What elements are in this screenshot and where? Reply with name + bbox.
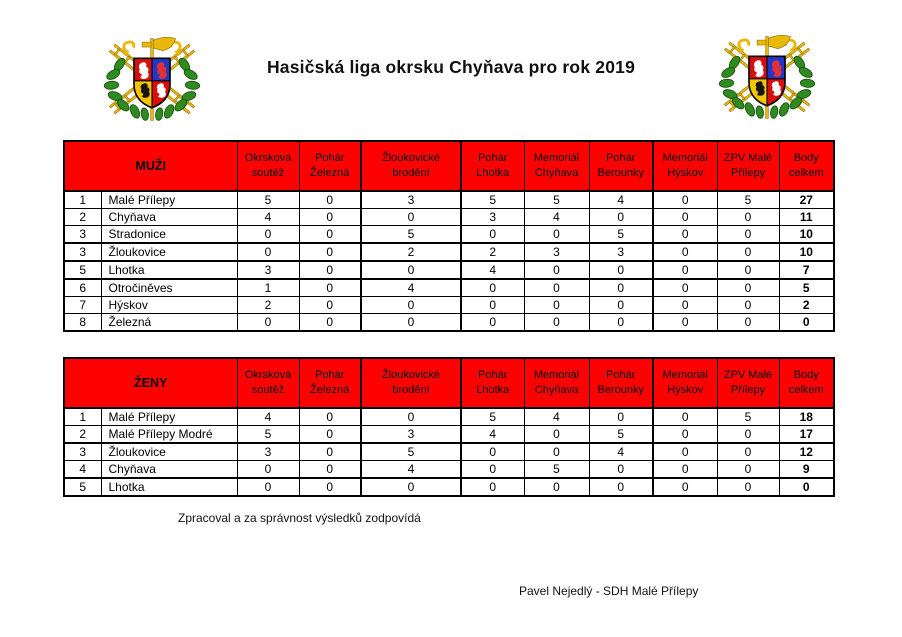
- score-cell: 2: [361, 243, 461, 261]
- total-points-cell: 2: [779, 297, 834, 314]
- score-cell: 0: [589, 279, 653, 297]
- score-cell: 0: [653, 478, 717, 496]
- score-cell: 0: [361, 261, 461, 279]
- column-header: Pohár Železná: [299, 358, 361, 408]
- score-cell: 4: [361, 461, 461, 479]
- score-cell: 0: [717, 443, 779, 461]
- rank-cell: 3: [64, 443, 101, 461]
- score-cell: 0: [717, 426, 779, 444]
- total-points-cell: 0: [779, 314, 834, 332]
- score-cell: 0: [524, 443, 589, 461]
- score-cell: 0: [717, 314, 779, 332]
- column-header: Body celkem: [779, 358, 834, 408]
- score-cell: 0: [461, 314, 524, 332]
- score-cell: 3: [237, 443, 299, 461]
- women-results-table: [63, 357, 835, 497]
- score-cell: 5: [524, 461, 589, 479]
- total-points-cell: 27: [779, 191, 834, 209]
- score-cell: 0: [653, 461, 717, 479]
- score-cell: 5: [717, 408, 779, 426]
- table-row: [64, 261, 834, 279]
- score-cell: 5: [717, 191, 779, 209]
- score-cell: 2: [237, 297, 299, 314]
- score-cell: 0: [717, 297, 779, 314]
- column-header: Pohár Lhotka: [461, 358, 524, 408]
- score-cell: 3: [361, 426, 461, 444]
- rank-cell: 5: [64, 261, 101, 279]
- score-cell: 0: [299, 279, 361, 297]
- table-row: [64, 443, 834, 461]
- rank-cell: 7: [64, 297, 101, 314]
- table-row: [64, 226, 834, 244]
- column-header: Pohár Lhotka: [461, 141, 524, 191]
- team-name-cell: Železná: [101, 314, 237, 332]
- table-row: [64, 426, 834, 444]
- fire-brigade-emblem-icon: [712, 32, 822, 122]
- score-cell: 0: [653, 243, 717, 261]
- score-cell: 5: [589, 226, 653, 244]
- score-cell: 4: [524, 209, 589, 226]
- score-cell: 0: [653, 226, 717, 244]
- score-cell: 0: [653, 209, 717, 226]
- team-name-cell: Stradonice: [101, 226, 237, 244]
- score-cell: 4: [461, 261, 524, 279]
- score-cell: 5: [524, 191, 589, 209]
- team-name-cell: Lhotka: [101, 261, 237, 279]
- score-cell: 0: [237, 314, 299, 332]
- score-cell: 0: [717, 209, 779, 226]
- score-cell: 0: [361, 297, 461, 314]
- rank-cell: 8: [64, 314, 101, 332]
- team-name-cell: Žloukovice: [101, 243, 237, 261]
- column-header: Okrsková soutěž: [237, 141, 299, 191]
- score-cell: 0: [653, 443, 717, 461]
- total-points-cell: 0: [779, 478, 834, 496]
- score-cell: 0: [299, 314, 361, 332]
- score-cell: 3: [589, 243, 653, 261]
- column-header: Memoriál Hýskov: [653, 358, 717, 408]
- score-cell: 0: [299, 209, 361, 226]
- score-cell: 0: [299, 443, 361, 461]
- table-row: [64, 461, 834, 479]
- column-header: Body celkem: [779, 141, 834, 191]
- score-cell: 5: [237, 191, 299, 209]
- column-header: Okrsková soutěž: [237, 358, 299, 408]
- score-cell: 3: [361, 191, 461, 209]
- score-cell: 0: [589, 209, 653, 226]
- score-cell: 0: [717, 243, 779, 261]
- table-row: [64, 209, 834, 226]
- score-cell: 0: [589, 297, 653, 314]
- score-cell: 0: [717, 461, 779, 479]
- rank-cell: 6: [64, 279, 101, 297]
- score-cell: 0: [589, 261, 653, 279]
- score-cell: 0: [299, 461, 361, 479]
- table-group-label: ŽENY: [64, 358, 237, 408]
- score-cell: 2: [461, 243, 524, 261]
- score-cell: 4: [589, 191, 653, 209]
- score-cell: 0: [524, 279, 589, 297]
- score-cell: 3: [524, 243, 589, 261]
- score-cell: 0: [361, 478, 461, 496]
- score-cell: 4: [524, 408, 589, 426]
- table-row: [64, 314, 834, 332]
- score-cell: 0: [717, 261, 779, 279]
- rank-cell: 2: [64, 209, 101, 226]
- score-cell: 0: [237, 461, 299, 479]
- men-results-table: [63, 140, 835, 332]
- score-cell: 0: [299, 478, 361, 496]
- table-row: [64, 408, 834, 426]
- total-points-cell: 17: [779, 426, 834, 444]
- score-cell: 0: [524, 261, 589, 279]
- total-points-cell: 18: [779, 408, 834, 426]
- table-row: [64, 297, 834, 314]
- score-cell: 5: [589, 426, 653, 444]
- total-points-cell: 5: [779, 279, 834, 297]
- column-header: Memoriál Chyňava: [524, 141, 589, 191]
- score-cell: 5: [361, 443, 461, 461]
- score-cell: 4: [361, 279, 461, 297]
- score-cell: 0: [524, 297, 589, 314]
- table-row: [64, 243, 834, 261]
- page-title: Hasičská liga okrsku Chyňava pro rok 2019: [266, 57, 636, 77]
- team-name-cell: Hýskov: [101, 297, 237, 314]
- team-name-cell: Žloukovice: [101, 443, 237, 461]
- team-name-cell: Malé Přílepy: [101, 408, 237, 426]
- rank-cell: 1: [64, 191, 101, 209]
- column-header: Memoriál Chyňava: [524, 358, 589, 408]
- rank-cell: 3: [64, 243, 101, 261]
- score-cell: 0: [589, 461, 653, 479]
- total-points-cell: 10: [779, 226, 834, 244]
- score-cell: 0: [653, 261, 717, 279]
- score-cell: 0: [653, 191, 717, 209]
- rank-cell: 5: [64, 478, 101, 496]
- score-cell: 0: [524, 426, 589, 444]
- score-cell: 0: [461, 226, 524, 244]
- score-cell: 0: [299, 297, 361, 314]
- table-row: [64, 191, 834, 209]
- score-cell: 3: [237, 261, 299, 279]
- score-cell: 0: [653, 408, 717, 426]
- score-cell: 0: [361, 314, 461, 332]
- rank-cell: 2: [64, 426, 101, 444]
- score-cell: 0: [524, 478, 589, 496]
- column-header: Memoriál Hýskov: [653, 141, 717, 191]
- score-cell: 0: [299, 426, 361, 444]
- fire-brigade-emblem-icon: [97, 34, 207, 124]
- prepared-by-label: Zpracoval a za správnost výsledků zodpovídá: [178, 511, 421, 525]
- score-cell: 0: [653, 314, 717, 332]
- total-points-cell: 11: [779, 209, 834, 226]
- score-cell: 3: [461, 209, 524, 226]
- score-cell: 4: [589, 443, 653, 461]
- score-cell: 0: [299, 191, 361, 209]
- prepared-by-name: Pavel Nejedlý - SDH Malé Přílepy: [519, 584, 699, 598]
- table-header-row: [64, 358, 834, 408]
- score-cell: 0: [653, 297, 717, 314]
- team-name-cell: Chyňava: [101, 461, 237, 479]
- score-cell: 0: [717, 279, 779, 297]
- score-cell: 0: [589, 314, 653, 332]
- total-points-cell: 12: [779, 443, 834, 461]
- column-header: ZPV Malé Přílepy: [717, 141, 779, 191]
- total-points-cell: 9: [779, 461, 834, 479]
- score-cell: 0: [461, 297, 524, 314]
- score-cell: 5: [461, 191, 524, 209]
- score-cell: 4: [237, 408, 299, 426]
- score-cell: 0: [653, 279, 717, 297]
- table-row: [64, 478, 834, 496]
- rank-cell: 1: [64, 408, 101, 426]
- score-cell: 0: [237, 243, 299, 261]
- column-header: Pohár Berounky: [589, 141, 653, 191]
- score-cell: 0: [524, 226, 589, 244]
- score-cell: 4: [461, 426, 524, 444]
- score-cell: 5: [361, 226, 461, 244]
- column-header: Žloukovické brodění: [361, 358, 461, 408]
- score-cell: 0: [653, 426, 717, 444]
- column-header: Žloukovické brodění: [361, 141, 461, 191]
- column-header: Pohár Železná: [299, 141, 361, 191]
- rank-cell: 3: [64, 226, 101, 244]
- team-name-cell: Malé Přílepy: [101, 191, 237, 209]
- score-cell: 0: [461, 443, 524, 461]
- table-row: [64, 279, 834, 297]
- total-points-cell: 10: [779, 243, 834, 261]
- team-name-cell: Lhotka: [101, 478, 237, 496]
- score-cell: 1: [237, 279, 299, 297]
- score-cell: 5: [461, 408, 524, 426]
- score-cell: 0: [299, 226, 361, 244]
- score-cell: 0: [717, 226, 779, 244]
- table-group-label: MUŽI: [64, 141, 237, 191]
- score-cell: 0: [524, 314, 589, 332]
- score-cell: 5: [237, 426, 299, 444]
- score-cell: 4: [237, 209, 299, 226]
- score-cell: 0: [299, 243, 361, 261]
- score-cell: 0: [299, 408, 361, 426]
- score-cell: 0: [589, 478, 653, 496]
- team-name-cell: Malé Přílepy Modré: [101, 426, 237, 444]
- total-points-cell: 7: [779, 261, 834, 279]
- column-header: ZPV Malé Přílepy: [717, 358, 779, 408]
- team-name-cell: Otročiněves: [101, 279, 237, 297]
- rank-cell: 4: [64, 461, 101, 479]
- score-cell: 0: [461, 279, 524, 297]
- score-cell: 0: [461, 478, 524, 496]
- score-cell: 0: [717, 478, 779, 496]
- score-cell: 0: [361, 408, 461, 426]
- team-name-cell: Chyňava: [101, 209, 237, 226]
- score-cell: 0: [299, 261, 361, 279]
- score-cell: 0: [361, 209, 461, 226]
- score-cell: 0: [461, 461, 524, 479]
- score-cell: 0: [237, 226, 299, 244]
- table-header-row: [64, 141, 834, 191]
- score-cell: 0: [237, 478, 299, 496]
- score-cell: 0: [589, 408, 653, 426]
- column-header: Pohár Berounky: [589, 358, 653, 408]
